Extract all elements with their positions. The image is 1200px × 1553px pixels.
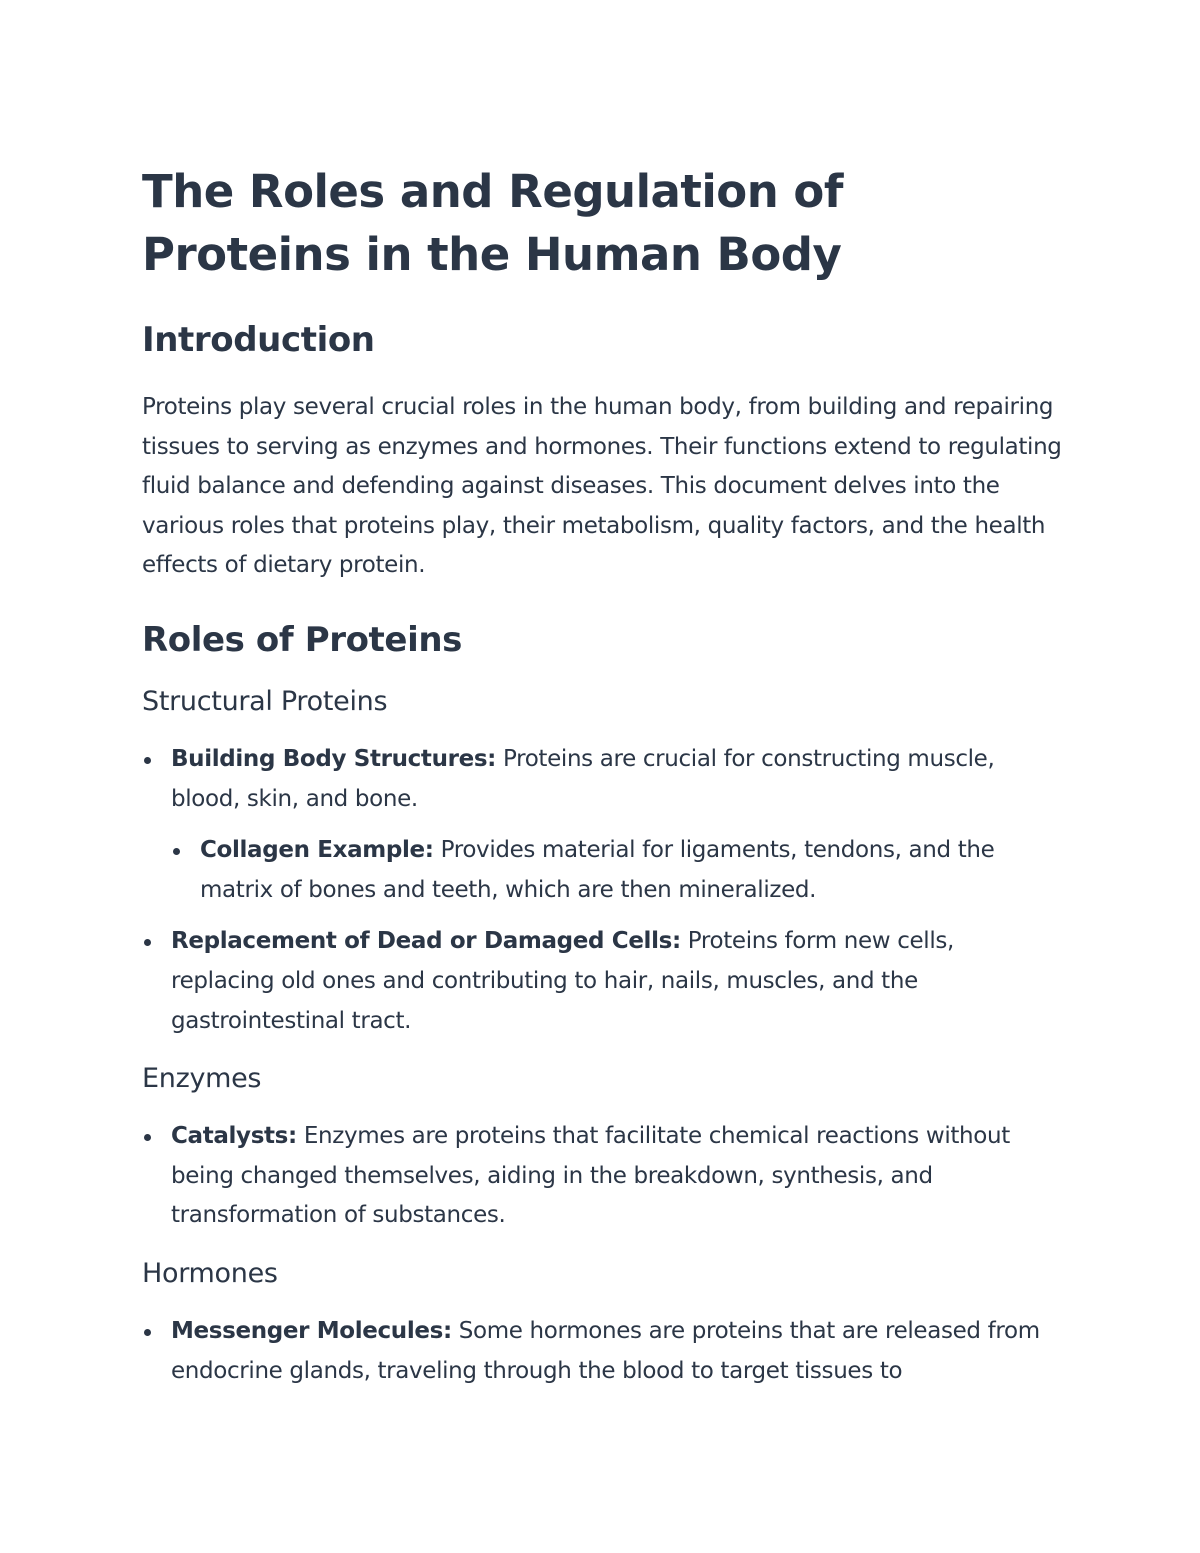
structural-proteins-heading: Structural Proteins bbox=[142, 685, 388, 717]
hormones-heading: Hormones bbox=[142, 1257, 278, 1289]
list-item-term: Catalysts: bbox=[171, 1123, 297, 1150]
list-item-text: Enzymes are proteins that facilitate chemical reactions without being changed themselves, aiding in the breakdown, synthesis, and transformation of substances. bbox=[171, 1123, 1010, 1229]
list-item bbox=[142, 922, 1062, 1041]
document-page bbox=[142, 160, 1062, 1403]
structural-proteins-list bbox=[142, 740, 1062, 1041]
document-title: The Roles and Regulation of Proteins in the Human Body bbox=[142, 165, 843, 281]
list-item-term: Replacement of Dead or Damaged Cells: bbox=[171, 928, 681, 955]
list-item-text: Provides material for ligaments, tendons, and the matrix of bones and teeth, which are then mineralized. bbox=[200, 837, 995, 903]
list-item-term: Collagen Example: bbox=[200, 837, 434, 864]
list-item bbox=[142, 1312, 1062, 1391]
enzymes-list bbox=[142, 1117, 1062, 1236]
list-item bbox=[142, 1117, 1062, 1236]
introduction-paragraph: Proteins play several crucial roles in the human body, from building and repairing tissues to serving as enzymes and hormones. Their functions extend to regulating fluid balance and defending against diseases. This document delves into the various roles that proteins play, their metabolism, quality factors, and the health effects of dietary protein. bbox=[142, 394, 1062, 579]
nested-list bbox=[171, 831, 1062, 910]
list-item bbox=[142, 740, 1062, 910]
list-item bbox=[171, 831, 1062, 910]
hormones-list bbox=[142, 1312, 1062, 1391]
roles-heading: Roles of Proteins bbox=[142, 619, 462, 660]
list-item-text: Proteins are crucial for constructing muscle, blood, skin, and bone. bbox=[171, 745, 995, 812]
list-item-text: Some hormones are proteins that are released from endocrine glands, traveling through the blood to target tissues to bbox=[171, 1317, 1040, 1384]
list-item-term: Messenger Molecules: bbox=[171, 1317, 452, 1344]
list-item-term: Building Body Structures: bbox=[171, 745, 497, 772]
enzymes-heading: Enzymes bbox=[142, 1063, 262, 1095]
introduction-heading: Introduction bbox=[142, 320, 375, 360]
list-item-text: Proteins form new cells, replacing old ones and contributing to hair, nails, muscles, and the gastrointestinal tract. bbox=[171, 928, 954, 1034]
